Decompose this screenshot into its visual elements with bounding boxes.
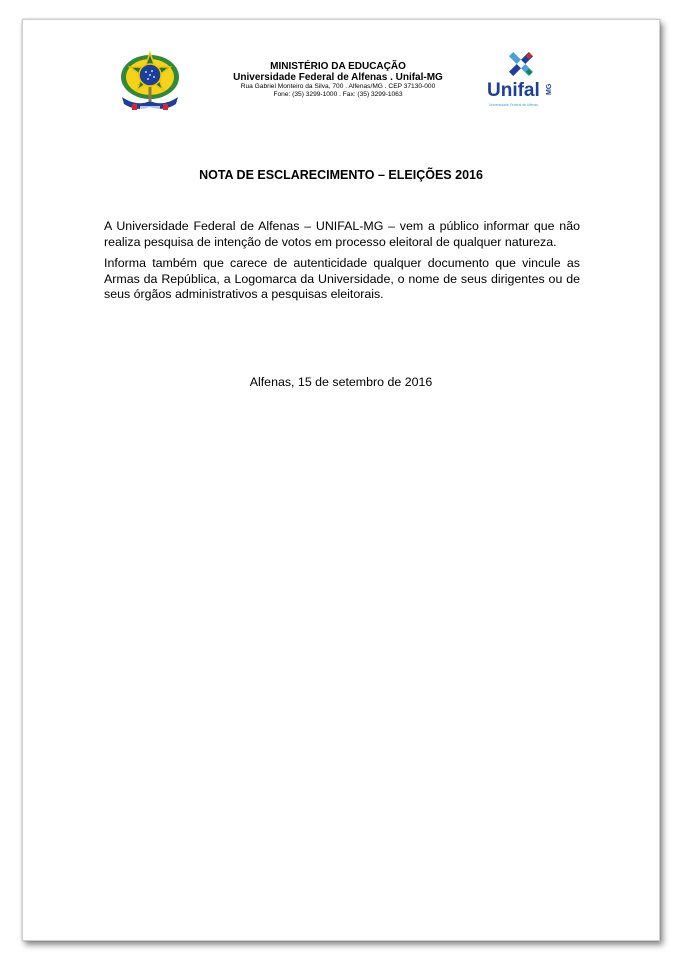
university-name: Universidade Federal de Alfenas . Unifal-MG	[233, 72, 443, 83]
paragraph: Informa também que carece de autenticidade qualquer documento que vincule as Armas da República, a Logomarca da Universidade, o nome de seus dirigentes ou de seus órgãos administrativos a pesquisas eleitorais.	[104, 256, 580, 302]
letterhead	[193, 61, 483, 99]
unifal-logo	[483, 48, 563, 112]
document-title: NOTA DE ESCLARECIMENTO – ELEIÇÕES 2016	[199, 168, 483, 182]
svg-text:Universidade Federal de Alfena: Universidade Federal de Alfenas	[489, 103, 539, 107]
document-page	[22, 19, 660, 941]
document-body	[104, 219, 580, 309]
svg-text:Unifal: Unifal	[487, 80, 540, 101]
university-address: Rua Gabriel Monteiro da Silva, 700 . Alfenas/MG . CEP 37130-000	[240, 83, 436, 90]
svg-text:MG: MG	[546, 83, 553, 95]
paragraph: A Universidade Federal de Alfenas – UNIFAL-MG – vem a público informar que não realiza pesquisa de intenção de votos em processo eleitoral de qualquer natureza.	[104, 219, 580, 249]
coat-of-arms-icon	[118, 51, 182, 113]
document-date: Alfenas, 15 de setembro de 2016	[249, 375, 433, 389]
university-phone: Fone: (35) 3299-1000 . Fax: (35) 3299-1063	[273, 91, 403, 98]
ministry-name: MINISTÉRIO DA EDUCAÇÃO	[270, 61, 406, 72]
